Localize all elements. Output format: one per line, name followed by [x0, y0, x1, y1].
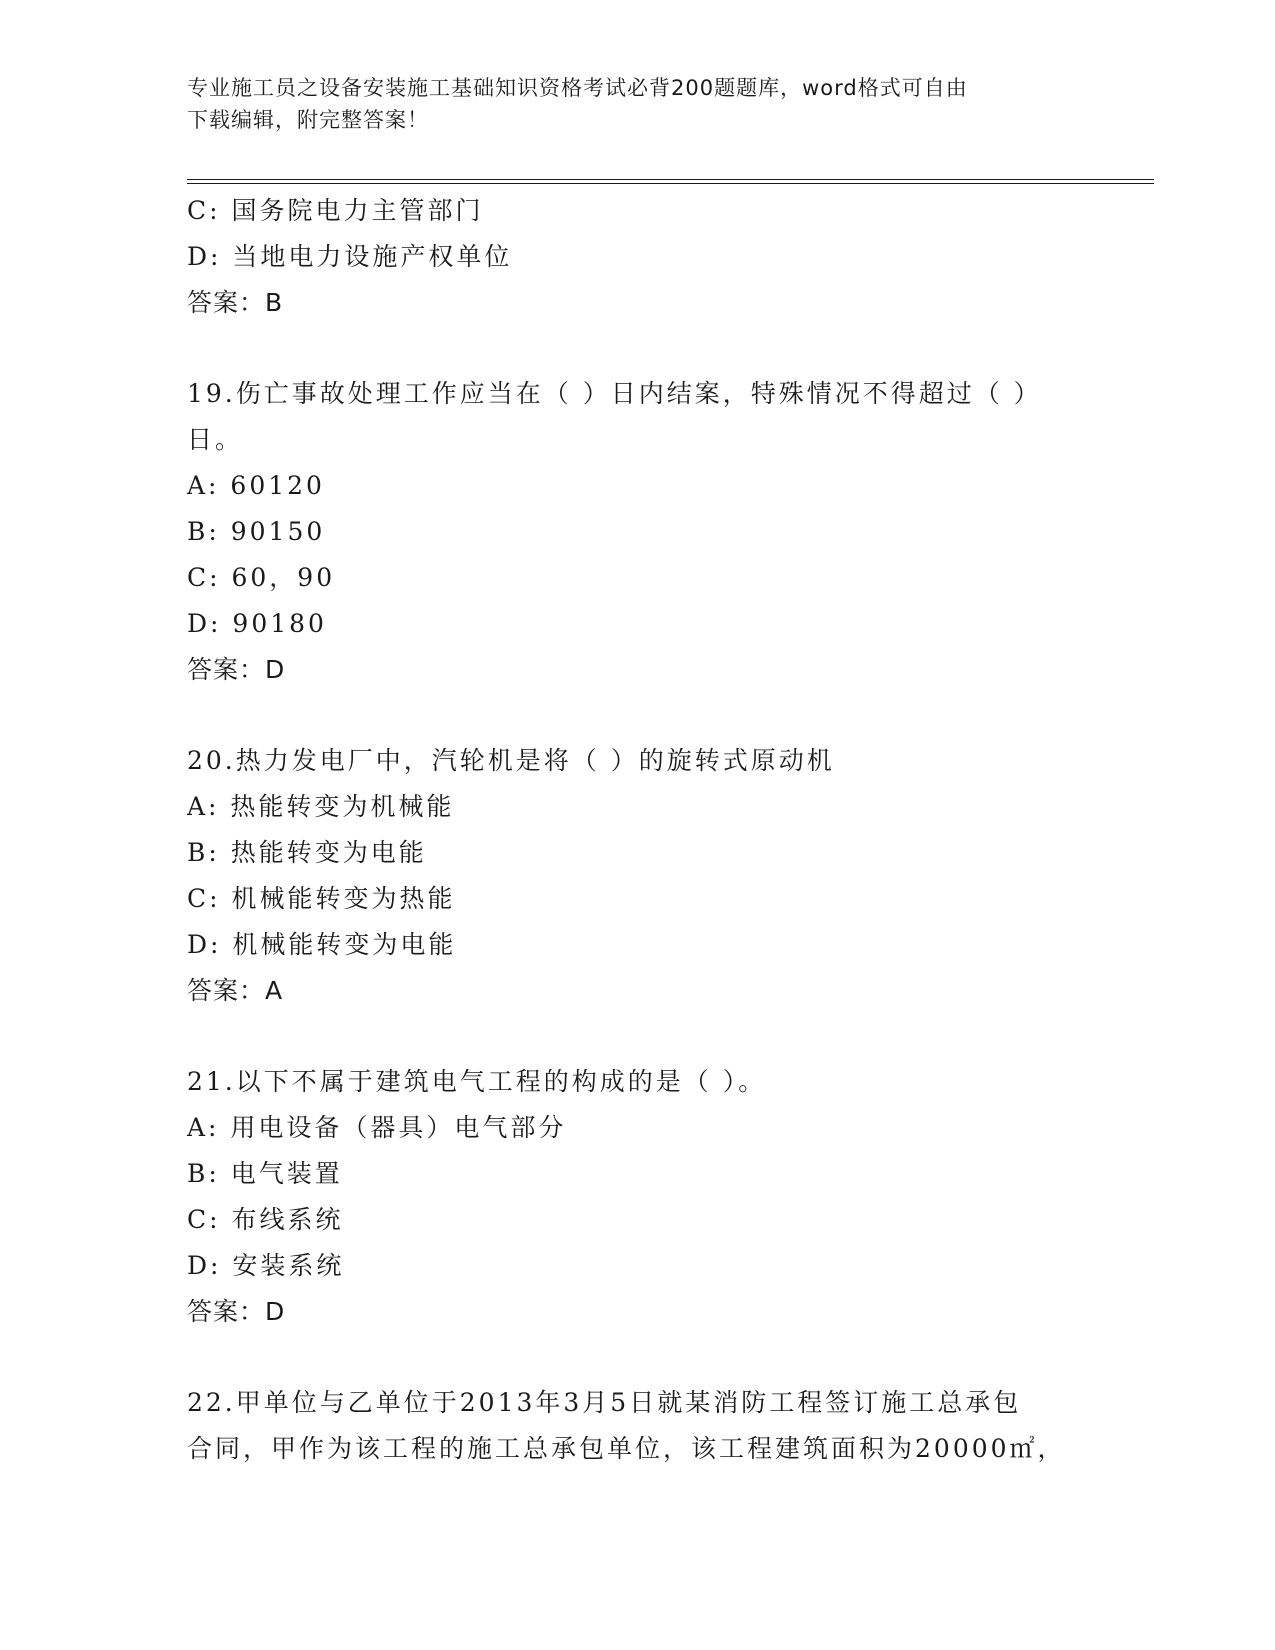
question-18-tail [187, 188, 1087, 326]
document-header [187, 72, 1087, 136]
question-stem-cont: 日。 [187, 425, 244, 454]
question-19 [187, 371, 1087, 693]
option-d: D: 机械能转变为电能 [187, 930, 457, 959]
question-21 [187, 1059, 1087, 1335]
option-d: D: 90180 [187, 609, 327, 638]
option-d: D: 当地电力设施产权单位 [187, 242, 513, 271]
question-stem: 20.热力发电厂中，汽轮机是将（ ）的旋转式原动机 [187, 746, 835, 775]
option-b: B: 电气装置 [187, 1159, 343, 1188]
document-body [187, 188, 1087, 1472]
question-stem: 22.甲单位与乙单位于2013年3月5日就某消防工程签订施工总承包 [187, 1388, 1022, 1417]
question-stem: 19.伤亡事故处理工作应当在（ ）日内结案，特殊情况不得超过（ ） [187, 379, 1042, 408]
option-a: A: 60120 [187, 471, 325, 500]
answer: 答案：D [187, 655, 286, 684]
option-c: C: 布线系统 [187, 1205, 344, 1234]
answer: 答案：D [187, 1297, 286, 1326]
option-c: C: 机械能转变为热能 [187, 884, 456, 913]
option-b: B: 90150 [187, 517, 326, 546]
header-line-1: 专业施工员之设备安装施工基础知识资格考试必背200题题库，word格式可自由 [187, 76, 968, 100]
question-22 [187, 1380, 1087, 1472]
header-line-2: 下载编辑，附完整答案！ [187, 108, 429, 132]
answer: 答案：A [187, 976, 284, 1005]
answer: 答案：B [187, 288, 284, 317]
option-a: A: 热能转变为机械能 [187, 792, 455, 821]
header-divider-bottom [187, 183, 1154, 184]
option-a: A: 用电设备（器具）电气部分 [187, 1113, 567, 1142]
option-d: D: 安装系统 [187, 1251, 345, 1280]
option-c: C: 60，90 [187, 563, 336, 592]
header-divider-top [187, 179, 1154, 180]
question-stem-cont: 合同，甲作为该工程的施工总承包单位，该工程建筑面积为20000㎡， [187, 1434, 1066, 1463]
option-c: C: 国务院电力主管部门 [187, 196, 484, 225]
question-20 [187, 738, 1087, 1014]
question-stem: 21.以下不属于建筑电气工程的构成的是（ ）。 [187, 1067, 767, 1096]
option-b: B: 热能转变为电能 [187, 838, 427, 867]
